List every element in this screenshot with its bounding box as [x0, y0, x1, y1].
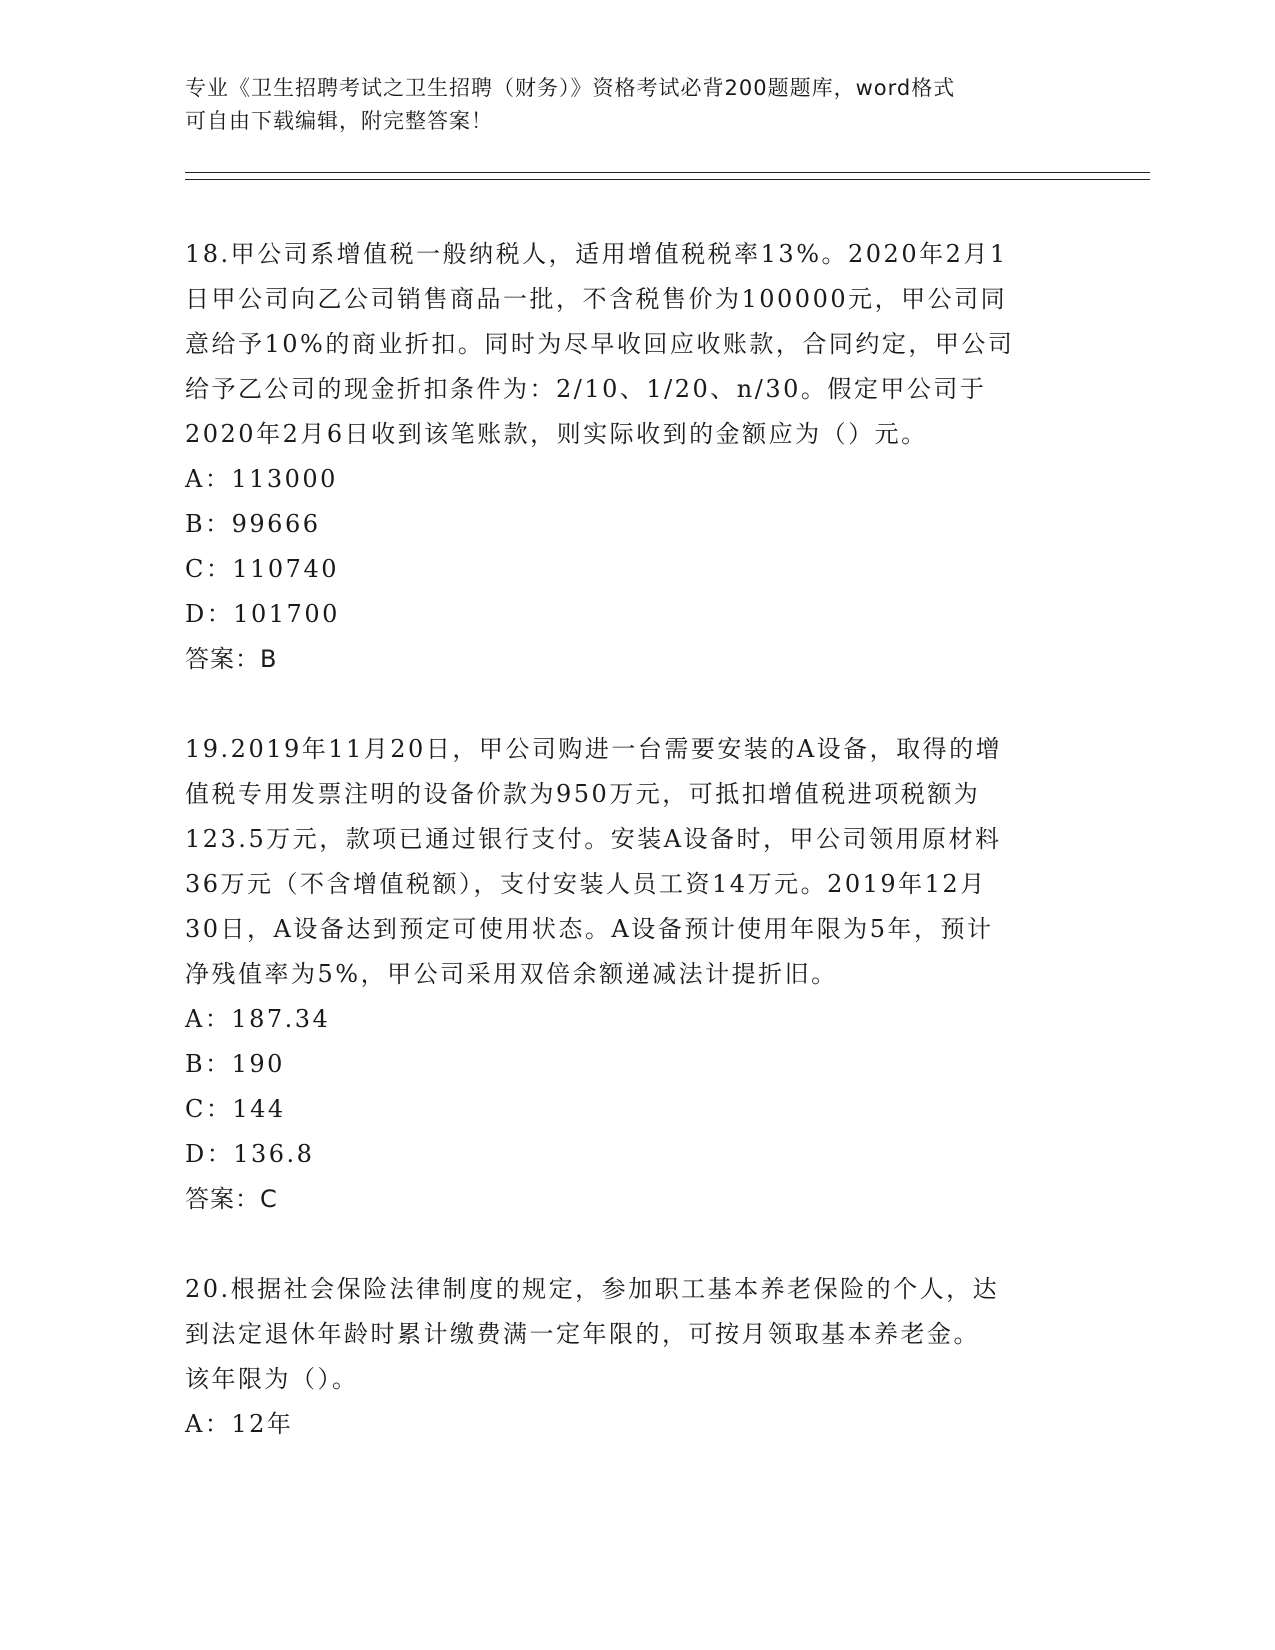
question-stem-line: 到法定退休年龄时累计缴费满一定年限的，可按月领取基本养老金。: [185, 1320, 980, 1348]
question-stem-line: 意给予10%的商业折扣。同时为尽早收回应收账款，合同约定，甲公司: [185, 330, 1015, 358]
question-list: [185, 232, 1085, 1447]
option-d: D：136.8: [185, 1140, 315, 1168]
question-spacer: [185, 682, 1085, 727]
header-line-1: 专业《卫生招聘考试之卫生招聘（财务）》资格考试必背200题题库，word格式: [185, 76, 956, 100]
answer: 答案：C: [185, 1185, 278, 1213]
question-stem-line: 123.5万元，款项已通过银行支付。安装A设备时，甲公司领用原材料: [185, 825, 1002, 853]
question-stem-line: 给予乙公司的现金折扣条件为：2/10、1/20、n/30。假定甲公司于: [185, 375, 987, 403]
question-spacer: [185, 1222, 1085, 1267]
question-stem-line: 日甲公司向乙公司销售商品一批，不含税售价为100000元，甲公司同: [185, 285, 1008, 313]
option-d: D：101700: [185, 600, 340, 628]
question-stem-line: 值税专用发票注明的设备价款为950万元，可抵扣增值税进项税额为: [185, 780, 981, 808]
question-18: [185, 232, 1085, 682]
header-rule-top: [185, 172, 1150, 173]
question-stem-line: 19.2019年11月20日，甲公司购进一台需要安装的A设备，取得的增: [185, 735, 1003, 763]
question-stem-line: 36万元（不含增值税额），支付安装人员工资14万元。2019年12月: [185, 870, 987, 898]
document-header: [185, 72, 1085, 138]
header-rule-bottom: [185, 179, 1150, 180]
option-a: A：187.34: [185, 1005, 331, 1033]
option-c: C：144: [185, 1095, 286, 1123]
question-19: [185, 727, 1085, 1222]
question-stem-line: 该年限为（）。: [185, 1365, 359, 1393]
question-stem-line: 20.根据社会保险法律制度的规定，参加职工基本养老保险的个人，达: [185, 1275, 1000, 1303]
option-b: B：190: [185, 1050, 285, 1078]
option-a: A：113000: [185, 465, 338, 493]
header-line-2: 可自由下载编辑，附完整答案！: [185, 109, 493, 133]
option-c: C：110740: [185, 555, 339, 583]
option-a: A：12年: [185, 1410, 294, 1438]
question-stem-line: 18.甲公司系增值税一般纳税人，适用增值税税率13%。2020年2月1: [185, 240, 1008, 268]
answer: 答案：B: [185, 645, 278, 673]
question-stem-line: 2020年2月6日收到该笔账款，则实际收到的金额应为（）元。: [185, 420, 928, 448]
question-20: [185, 1267, 1085, 1447]
option-b: B：99666: [185, 510, 321, 538]
question-stem-line: 30日，A设备达到预定可使用状态。A设备预计使用年限为5年，预计: [185, 915, 994, 943]
question-stem-line: 净残值率为5%，甲公司采用双倍余额递减法计提折旧。: [185, 960, 838, 988]
